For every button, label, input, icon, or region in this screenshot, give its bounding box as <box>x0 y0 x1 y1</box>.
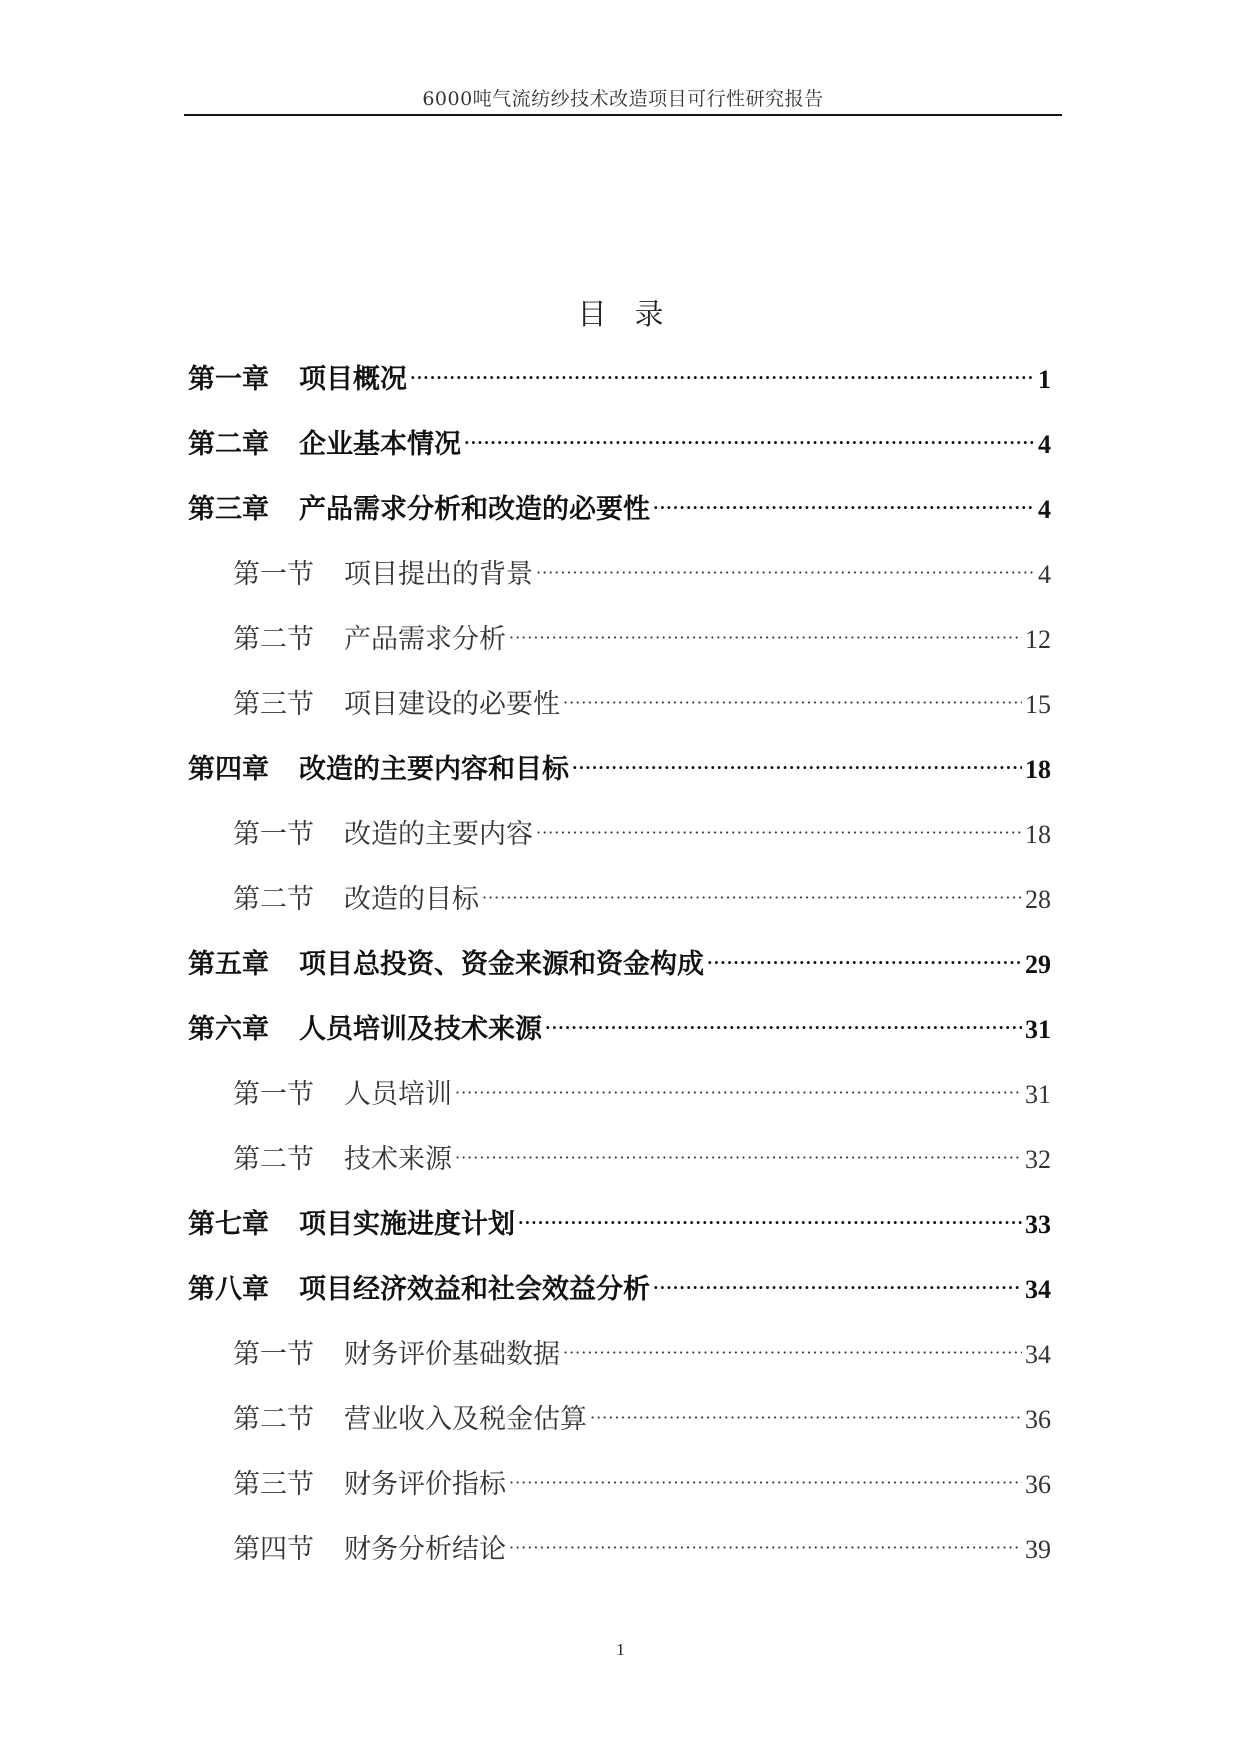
toc-entry-number: 第一节 <box>233 1079 314 1110</box>
toc-entry-title: 财务评价指标 <box>344 1469 506 1500</box>
toc-dot-leader <box>563 675 1022 731</box>
toc-entry-number: 第二节 <box>233 1144 314 1175</box>
toc-entry-title: 项目概况 <box>299 364 407 395</box>
toc-entry-number: 第二节 <box>233 884 314 915</box>
toc-chapter-entry[interactable] <box>188 1197 1051 1262</box>
toc-entry-page: 4 <box>1038 560 1051 589</box>
toc-entry-label <box>233 1132 452 1188</box>
toc-entry-page: 4 <box>1038 495 1051 524</box>
toc-entry-label <box>188 1002 542 1058</box>
toc-entry-title: 企业基本情况 <box>299 429 461 460</box>
toc-entry-page: 15 <box>1025 690 1051 719</box>
toc-entry-label <box>233 612 506 668</box>
toc-entry-label <box>188 742 569 798</box>
table-of-contents <box>188 352 1051 1587</box>
toc-entry-title: 技术来源 <box>344 1144 452 1175</box>
toc-dot-leader <box>545 1000 1022 1056</box>
header-rule <box>184 114 1062 116</box>
toc-entry-title: 项目建设的必要性 <box>344 689 560 720</box>
toc-entry-page: 12 <box>1025 625 1051 654</box>
toc-dot-leader <box>536 545 1035 601</box>
toc-section-entry[interactable] <box>188 872 1051 937</box>
toc-entry-number: 第一章 <box>188 364 269 395</box>
page-number: 1 <box>616 1640 625 1659</box>
toc-entry-title: 项目总投资、资金来源和资金构成 <box>299 949 704 980</box>
toc-entry-number: 第三节 <box>233 689 314 720</box>
toc-entry-label <box>233 1457 506 1513</box>
toc-entry-number: 第一节 <box>233 1339 314 1370</box>
toc-entry-number: 第四节 <box>233 1534 314 1565</box>
toc-dot-leader <box>653 480 1035 536</box>
toc-section-entry[interactable] <box>188 807 1051 872</box>
toc-chapter-entry[interactable] <box>188 482 1051 547</box>
toc-chapter-entry[interactable] <box>188 1002 1051 1067</box>
toc-dot-leader <box>455 1130 1022 1186</box>
toc-section-entry[interactable] <box>188 547 1051 612</box>
toc-entry-label <box>233 677 560 733</box>
toc-section-entry[interactable] <box>188 1067 1051 1132</box>
toc-entry-page: 36 <box>1025 1470 1051 1499</box>
toc-dot-leader <box>518 1195 1022 1251</box>
toc-dot-leader <box>563 1325 1022 1381</box>
toc-entry-page: 39 <box>1025 1535 1051 1564</box>
toc-title: 目录 <box>577 297 692 331</box>
toc-dot-leader <box>590 1390 1022 1446</box>
toc-chapter-entry[interactable] <box>188 1262 1051 1327</box>
toc-entry-title: 财务评价基础数据 <box>344 1339 560 1370</box>
toc-section-entry[interactable] <box>188 1132 1051 1197</box>
toc-entry-page: 34 <box>1025 1275 1051 1304</box>
toc-chapter-entry[interactable] <box>188 937 1051 1002</box>
toc-entry-page: 33 <box>1025 1210 1051 1239</box>
toc-dot-leader <box>464 415 1035 471</box>
toc-dot-leader <box>482 870 1022 926</box>
toc-chapter-entry[interactable] <box>188 352 1051 417</box>
toc-entry-title: 项目经济效益和社会效益分析 <box>299 1274 650 1305</box>
toc-entry-title: 产品需求分析和改造的必要性 <box>299 494 650 525</box>
toc-entry-label <box>188 417 461 473</box>
toc-section-entry[interactable] <box>188 677 1051 742</box>
toc-entry-title: 项目实施进度计划 <box>299 1209 515 1240</box>
toc-entry-number: 第三节 <box>233 1469 314 1500</box>
toc-entry-number: 第三章 <box>188 494 269 525</box>
toc-dot-leader <box>653 1260 1022 1316</box>
toc-entry-page: 28 <box>1025 885 1051 914</box>
toc-entry-label <box>188 352 407 408</box>
running-header: 6000吨气流纺纱技术改造项目可行性研究报告 <box>422 88 824 110</box>
toc-dot-leader <box>455 1065 1022 1121</box>
toc-entry-title: 营业收入及税金估算 <box>344 1404 587 1435</box>
toc-entry-title: 人员培训及技术来源 <box>299 1014 542 1045</box>
toc-entry-title: 产品需求分析 <box>344 624 506 655</box>
toc-entry-label <box>233 1067 452 1123</box>
toc-entry-number: 第二节 <box>233 1404 314 1435</box>
toc-entry-label <box>188 1197 515 1253</box>
toc-dot-leader <box>509 1455 1022 1511</box>
toc-entry-number: 第一节 <box>233 559 314 590</box>
toc-entry-page: 4 <box>1038 430 1051 459</box>
toc-entry-title: 人员培训 <box>344 1079 452 1110</box>
toc-entry-page: 31 <box>1025 1015 1051 1044</box>
toc-entry-label <box>233 807 533 863</box>
toc-entry-label <box>188 1262 650 1318</box>
toc-entry-page: 36 <box>1025 1405 1051 1434</box>
toc-section-entry[interactable] <box>188 1522 1051 1587</box>
toc-section-entry[interactable] <box>188 1457 1051 1522</box>
toc-entry-label <box>233 1392 587 1448</box>
toc-entry-number: 第二章 <box>188 429 269 460</box>
toc-entry-page: 1 <box>1038 365 1051 394</box>
toc-dot-leader <box>707 935 1022 991</box>
toc-entry-page: 31 <box>1025 1080 1051 1109</box>
toc-entry-title: 改造的目标 <box>344 884 479 915</box>
toc-entry-page: 18 <box>1025 755 1051 784</box>
toc-entry-label <box>233 547 533 603</box>
toc-entry-number: 第五章 <box>188 949 269 980</box>
toc-dot-leader <box>572 740 1022 796</box>
toc-chapter-entry[interactable] <box>188 417 1051 482</box>
toc-dot-leader <box>536 805 1022 861</box>
toc-chapter-entry[interactable] <box>188 742 1051 807</box>
toc-dot-leader <box>410 350 1035 406</box>
toc-entry-label <box>188 937 704 993</box>
toc-entry-label <box>188 482 650 538</box>
toc-entry-page: 29 <box>1025 950 1051 979</box>
toc-dot-leader <box>509 610 1022 666</box>
toc-entry-page: 32 <box>1025 1145 1051 1174</box>
toc-entry-number: 第六章 <box>188 1014 269 1045</box>
toc-entry-title: 财务分析结论 <box>344 1534 506 1565</box>
toc-entry-title: 改造的主要内容和目标 <box>299 754 569 785</box>
toc-section-entry[interactable] <box>188 1392 1051 1457</box>
toc-section-entry[interactable] <box>188 1327 1051 1392</box>
toc-entry-number: 第八章 <box>188 1274 269 1305</box>
toc-section-entry[interactable] <box>188 612 1051 677</box>
toc-entry-number: 第一节 <box>233 819 314 850</box>
toc-entry-page: 18 <box>1025 820 1051 849</box>
toc-entry-label <box>233 872 479 928</box>
toc-entry-number: 第四章 <box>188 754 269 785</box>
toc-entry-title: 改造的主要内容 <box>344 819 533 850</box>
toc-entry-number: 第七章 <box>188 1209 269 1240</box>
toc-entry-title: 项目提出的背景 <box>344 559 533 590</box>
toc-entry-label <box>233 1522 506 1578</box>
toc-entry-page: 34 <box>1025 1340 1051 1369</box>
toc-dot-leader <box>509 1520 1022 1576</box>
toc-entry-number: 第二节 <box>233 624 314 655</box>
toc-entry-label <box>233 1327 560 1383</box>
